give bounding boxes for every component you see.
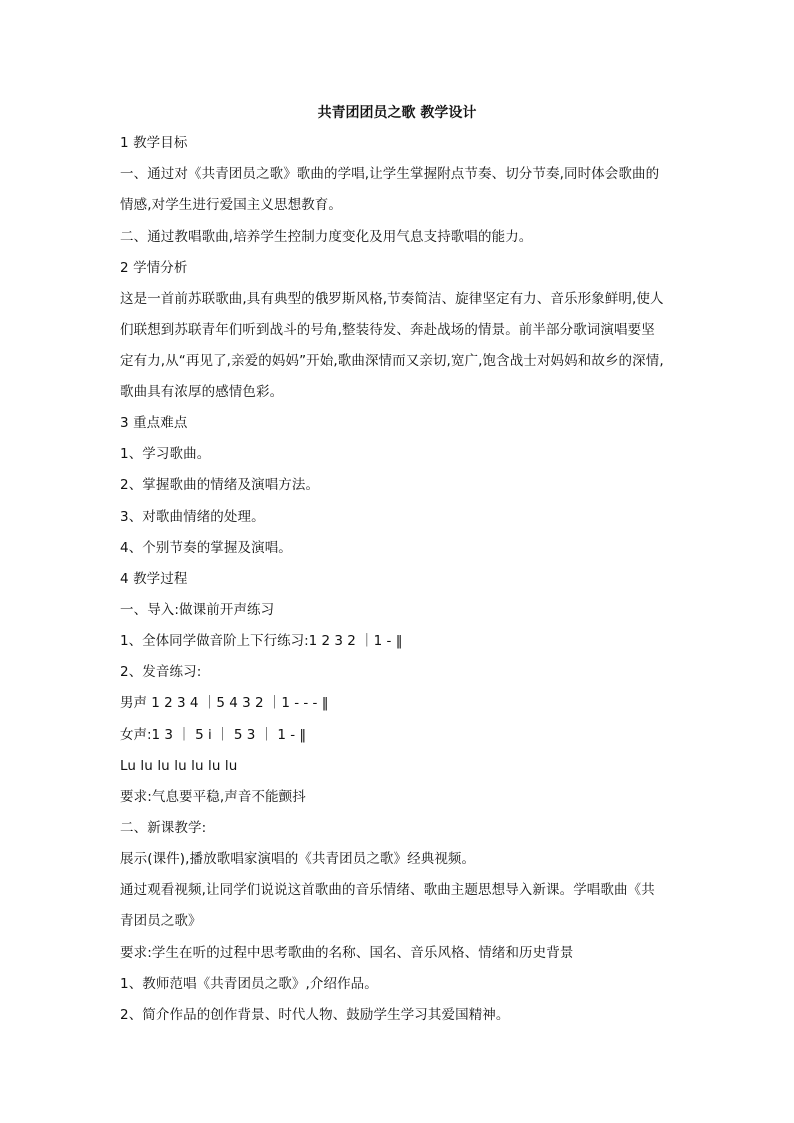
section-heading-analysis: 2 学情分析	[120, 260, 188, 276]
vocal-exercise-heading: 2、发音练习:	[120, 664, 202, 680]
teacher-demo: 1、教师范唱《共青团员之歌》,介绍作品。	[120, 976, 378, 992]
video-discussion-line-2: 青团员之歌》	[120, 913, 202, 929]
process-intro: 一、导入:做课前开声练习	[120, 602, 275, 618]
female-voice-exercise: 女声:1 3 ｜ 5 i ｜ 5 3 ｜ 1 - ‖	[120, 727, 307, 743]
section-heading-objectives: 1 教学目标	[120, 135, 188, 151]
breath-requirement: 要求:气息要平稳,声音不能颤抖	[120, 789, 306, 805]
objective-two: 二、通过教唱歌曲,培养学生控制力度变化及用气息支持歌唱的能力。	[120, 229, 533, 245]
analysis-line-1: 这是一首前苏联歌曲,具有典型的俄罗斯风格,节奏简洁、旋律坚定有力、音乐形象鲜明,使人	[120, 291, 664, 307]
key-point-2: 2、掌握歌曲的情绪及演唱方法。	[120, 477, 320, 493]
section-heading-key-points: 3 重点难点	[120, 415, 188, 431]
listening-requirement: 要求:学生在听的过程中思考歌曲的名称、国名、音乐风格、情绪和历史背景	[120, 945, 574, 961]
new-lesson-heading: 二、新课教学:	[120, 820, 207, 836]
lu-syllables: Lu lu lu lu lu lu lu	[120, 758, 238, 774]
analysis-line-4: 歌曲具有浓厚的感情色彩。	[120, 384, 284, 400]
key-point-1: 1、学习歌曲。	[120, 446, 211, 462]
section-heading-process: 4 教学过程	[120, 571, 188, 587]
background-introduction: 2、简介作品的创作背景、时代人物、鼓励学生学习其爱国精神。	[120, 1007, 510, 1023]
male-voice-exercise: 男声 1 2 3 4 ｜5 4 3 2 ｜1 - - - ‖	[120, 695, 329, 711]
objective-one-line-2: 情感,对学生进行爱国主义思想教育。	[120, 197, 342, 213]
key-point-4: 4、个别节奏的掌握及演唱。	[120, 540, 292, 556]
document-title: 共青团团员之歌 教学设计	[317, 105, 477, 121]
scale-exercise: 1、全体同学做音阶上下行练习:1 2 3 2 ｜1 - ‖	[120, 633, 403, 649]
objective-one-line-1: 一、通过对《共青团员之歌》歌曲的学唱,让学生掌握附点节奏、切分节奏,同时体会歌曲的	[120, 166, 660, 182]
video-display: 展示(课件),播放歌唱家演唱的《共青团员之歌》经典视频。	[120, 851, 476, 867]
key-point-3: 3、对歌曲情绪的处理。	[120, 509, 265, 525]
video-discussion-line-1: 通过观看视频,让同学们说说这首歌曲的音乐情绪、歌曲主题思想导入新课。学唱歌曲《共	[120, 882, 655, 898]
analysis-line-2: 们联想到苏联青年们听到战斗的号角,整装待发、奔赴战场的情景。前半部分歌词演唱要坚	[120, 322, 655, 338]
analysis-line-3: 定有力,从“再见了,亲爱的妈妈”开始,歌曲深情而又亲切,宽广,饱含战士对妈妈和故乡的深情,	[120, 353, 664, 369]
